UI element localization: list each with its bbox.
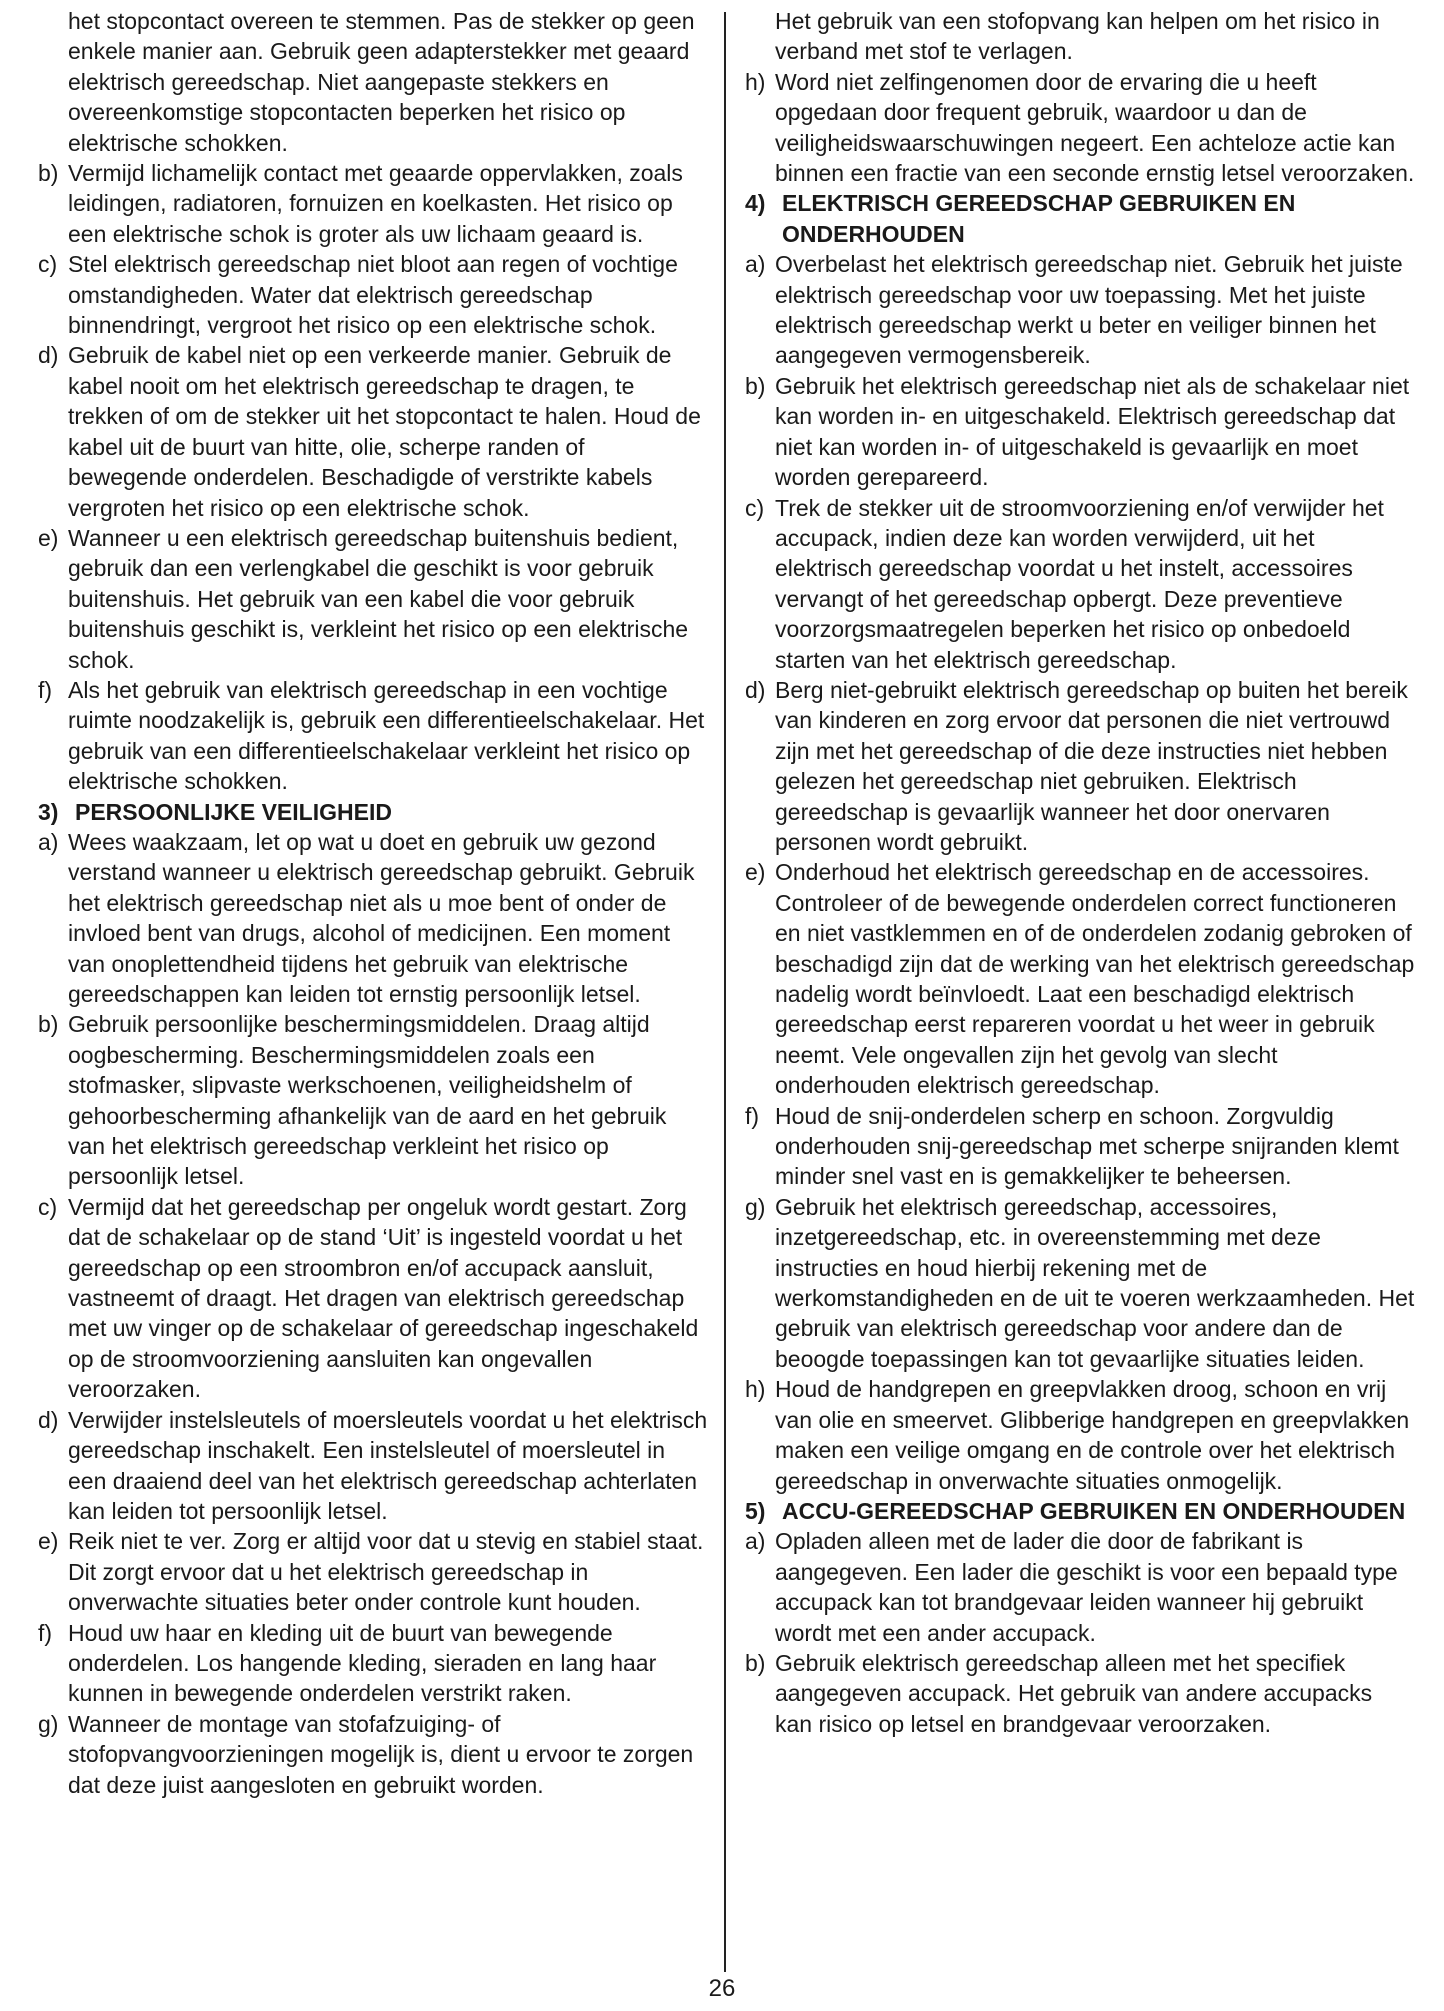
continued-paragraph: het stopcontact overeen te stemmen. Pas de stekker op geen enkele manier aan. Gebruik geen adapterstekker met geaard elektrisch gereedschap. Niet aangepaste stekkers en overeenkomstige stopcontacten beperken het risico op elektrische schokken. [68, 8, 695, 156]
list-item: c) Trek de stekker uit de stroomvoorziening en/of verwijder het accupack, indien deze kan worden verwijderd, uit het elektrisch gereedschap voordat u het instelt, accessoires vervangt of het gereedschap opbergt. Deze preventieve voorzorgsmaatregelen beperken het risico op onbedoeld starten van het elektrisch gereedschap. [745, 494, 1384, 673]
list-item: f) Als het gebruik van elektrisch gereedschap in een vochtige ruimte noodzakelijk is, gebruik een differentieelschakelaar. Het gebruik van een differentieelschakelaar verkleint het risico op elektrische schokken. [38, 676, 705, 795]
list-item: a) Wees waakzaam, let op wat u doet en gebruik uw gezond verstand wanneer u elektrisch gereedschap gebruikt. Gebruik het elektrisch gereedschap niet als u moe bent of onder de invloed bent van drugs, alcohol of medicijnen. Een moment van onoplettendheid tijdens het gebruik van elektrische gereedschappen kan leiden tot ernstig persoonlijk letsel. [38, 828, 695, 1007]
continued-paragraph: Het gebruik van een stofopvang kan helpen om het risico in verband met stof te verlagen. [775, 8, 1380, 65]
list-item: d) Gebruik de kabel niet op een verkeerde manier. Gebruik de kabel nooit om het elektrisch gereedschap te dragen, te trekken of om de stekker uit het stopcontact te halen. Houd de kabel uit de buurt van hitte, olie, scherpe randen of bewegende onderdelen. Beschadigde of verstrikte kabels vergroten het risico op een elektrische schok. [38, 342, 701, 521]
list-item: e) Wanneer u een elektrisch gereedschap buitenshuis bedient, gebruik dan een verlengkabel die geschikt is voor gebruik buitenshuis. Het gebruik van een kabel die voor gebruik buitenshuis geschikt is, verkleint het risico op een elektrische schok. [38, 524, 689, 673]
list-item: g) Gebruik het elektrisch gereedschap, accessoires, inzetgereedschap, etc. in overeenstemming met deze instructies en houd hierbij rekening met de werkomstandigheden en de uit te voeren werkzaamheden. Het gebruik van elektrisch gereedschap voor andere dan de beoogde toepassingen kan tot gevaarlijke situaties leiden. [745, 1193, 1415, 1372]
list-item: b) Gebruik persoonlijke beschermingsmiddelen. Draag altijd oogbescherming. Beschermingsmiddelen zoals een stofmasker, slipvaste werkschoenen, veiligheidshelm of gehoorbescherming afhankelijk van de aard en het gebruik van het elektrisch gereedschap verkleint het risico op persoonlijk letsel. [38, 1011, 667, 1190]
list-item: h) Word niet zelfingenomen door de ervaring die u heeft opgedaan door frequent gebruik, waardoor u dan de veiligheidswaarschuwingen negeert. Een achteloze actie kan binnen een fractie van een seconde ernstig letsel veroorzaken. [745, 68, 1415, 187]
column-divider [724, 12, 726, 1972]
list-item: a) Opladen alleen met de lader die door de fabrikant is aangegeven. Een lader die geschikt is voor een bepaald type accupack kan tot brandgevaar leiden wanneer hij gebruikt wordt met een ander accupack. [745, 1528, 1398, 1646]
list-item: d) Verwijder instelsleutels of moersleutels voordat u het elektrisch gereedschap inschakelt. Een instelsleutel of moersleutel in een draaiend deel van het elektrisch gereedschap achterlaten kan leiden tot persoonlijk letsel. [38, 1406, 708, 1524]
list-item: g) Wanneer de montage van stofafzuiging- of stofopvangvoorzieningen mogelijk is, dient u ervoor te zorgen dat deze juist aangesloten en gebruikt worden. [38, 1710, 694, 1798]
list-item: a) Overbelast het elektrisch gereedschap niet. Gebruik het juiste elektrisch gereedschap voor uw toepassing. Met het juiste elektrisch gereedschap werkt u beter en veiliger binnen het aangegeven vermogensbereik. [745, 251, 1403, 369]
list-item: d) Berg niet-gebruikt elektrisch gereedschap op buiten het bereik van kinderen en zorg ervoor dat personen die niet vertrouwd zijn met het gereedschap of die deze instructies niet hebben gelezen het gereedschap niet gebruiken. Elektrisch gereedschap is gevaarlijk wanneer het door onervaren personen wordt gebruikt. [745, 676, 1408, 855]
list-item: b) Gebruik het elektrisch gereedschap niet als de schakelaar niet kan worden in- en uitgeschakeld. Elektrisch gereedschap dat niet kan worden in- of uitgeschakeld is gevaarlijk en moet worden gerepareerd. [745, 372, 1410, 491]
list-item: b) Vermijd lichamelijk contact met geaarde oppervlakken, zoals leidingen, radiatoren, fornuizen en koelkasten. Het risico op een elektrische schok is groter als uw lichaam geaard is. [38, 160, 683, 247]
list-item: f) Houd de snij-onderdelen scherp en schoon. Zorgvuldig onderhouden snij-gereedschap met scherpe snijranden klemt minder snel vast en is gemakkelijker te beheersen. [745, 1102, 1399, 1190]
list-item: b) Gebruik elektrisch gereedschap alleen met het specifiek aangegeven accupack. Het gebruik van andere accupacks kan risico op letsel en brandgevaar veroorzaken. [745, 1649, 1373, 1737]
right-column [745, 6, 1415, 1739]
left-column [38, 6, 708, 1800]
section-heading-tool-use: 4) ELEKTRISCH GEREEDSCHAP GEBRUIKEN EN ONDERHOUDEN [745, 190, 1296, 247]
list-item: e) Onderhoud het elektrisch gereedschap en de accessoires. Controleer of de bewegende onderdelen correct functioneren en niet vastklemmen en of de onderdelen zodanig gebroken of beschadigd zijn dat de werking van het elektrisch gereedschap nadelig wordt beïnvloedt. Laat een beschadigd elektrisch gereedschap eerst repareren voordat u het weer in gebruik neemt. Vele ongevallen zijn het gevolg van slecht onderhouden elektrisch gereedschap. [745, 859, 1415, 1099]
list-item: f) Houd uw haar en kleding uit de buurt van bewegende onderdelen. Los hangende kleding, sieraden en lang haar kunnen in bewegende onderdelen verstrikt raken. [38, 1619, 657, 1707]
list-item: h) Houd de handgrepen en greepvlakken droog, schoon en vrij van olie en smeervet. Glibberige handgrepen en greepvlakken maken een veilige omgang en de controle over het elektrisch gereedschap in onverwachte situaties onmogelijk. [745, 1376, 1410, 1494]
section-heading-battery-tool-use: 5) ACCU-GEREEDSCHAP GEBRUIKEN EN ONDERHOUDEN [745, 1497, 1406, 1524]
page-number: 26 [708, 1975, 736, 2002]
list-item: c) Stel elektrisch gereedschap niet bloot aan regen of vochtige omstandigheden. Water dat elektrisch gereedschap binnendringt, vergroot het risico op een elektrische schok. [38, 251, 678, 339]
list-item: e) Reik niet te ver. Zorg er altijd voor dat u stevig en stabiel staat. Dit zorgt ervoor dat u het elektrisch gereedschap in onverwachte situaties beter onder controle kunt houden. [38, 1528, 704, 1616]
list-item: c) Vermijd dat het gereedschap per ongeluk wordt gestart. Zorg dat de schakelaar op de stand ‘Uit’ is ingesteld voordat u het gereedschap op een stroombron en/of accupack aansluit, vastneemt of draagt. Het dragen van elektrisch gereedschap met uw vinger op de schakelaar of gereedschap ingeschakeld op de stroomvoorziening aansluiten kan ongevallen veroorzaken. [38, 1193, 699, 1403]
section-heading-personal-safety: 3) PERSOONLIJKE VEILIGHEID [38, 798, 392, 825]
